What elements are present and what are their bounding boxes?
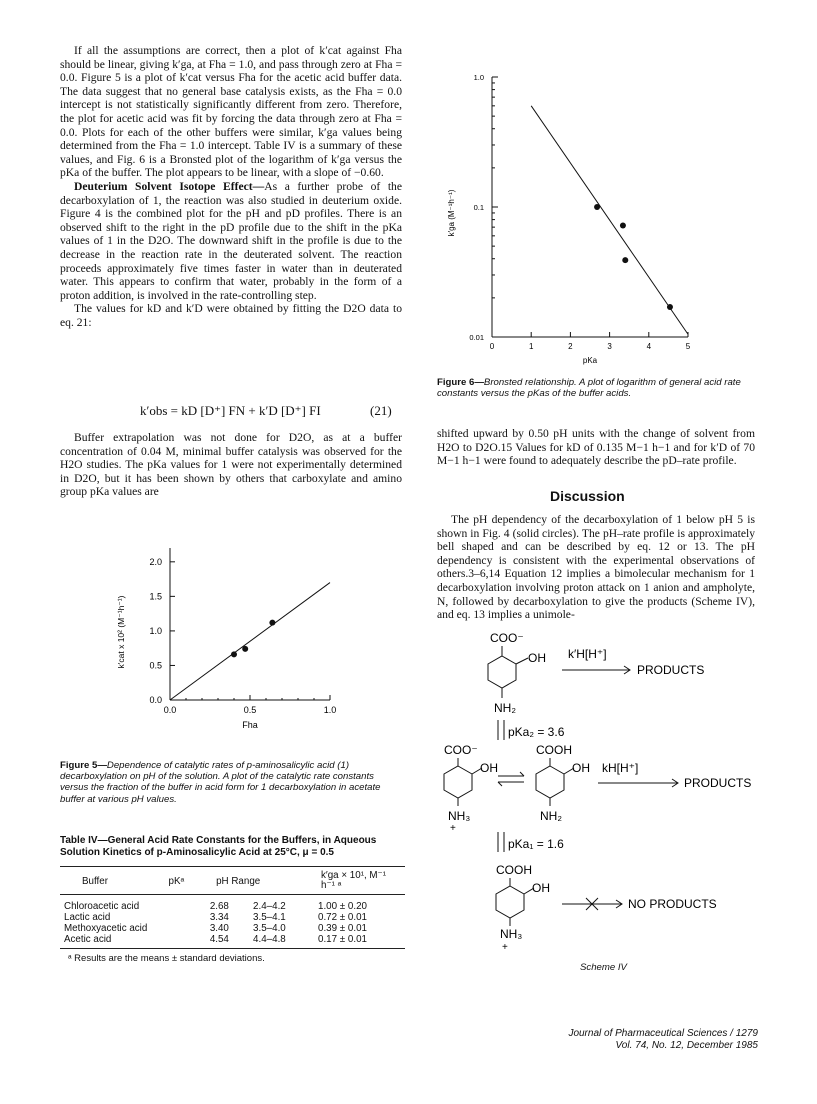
data-point — [622, 257, 628, 263]
pka2-label: pKa₂ = 3.6 — [508, 725, 565, 739]
y-tick-label: 0.1 — [473, 203, 484, 212]
volume-line: Vol. 74, No. 12, December 1985 — [615, 1040, 758, 1051]
nh3-label: NH₃ — [448, 809, 471, 823]
equilibrium-pka1 — [498, 832, 564, 852]
scheme-caption: Scheme IV — [580, 962, 627, 973]
page-footer — [480, 1028, 758, 1052]
table-row — [60, 923, 405, 934]
cooh-label: COOH — [496, 863, 532, 877]
equilibrium-pka2 — [498, 720, 565, 740]
left-column-text — [60, 44, 402, 329]
table-cell: 3.5–4.1 — [253, 912, 286, 923]
data-point — [231, 651, 237, 657]
table-cell: 3.34 — [209, 912, 229, 923]
y-axis-label: k′cat x 10² (M⁻¹h⁻¹) — [116, 595, 126, 669]
y-tick-label: 1.5 — [149, 591, 162, 602]
y-tick-label: 0.0 — [149, 695, 162, 705]
coo-minus-label: COO⁻ — [444, 743, 478, 757]
table-cell: 4.4–4.8 — [253, 934, 286, 945]
right-column-text-2 — [437, 513, 755, 622]
x-tick-label: 1.0 — [323, 705, 337, 715]
table4-footnote: ᵃ Results are the means ± standard deviations. — [68, 953, 265, 964]
nh2-label: NH₂ — [494, 701, 516, 715]
table4-header: pKᵃ — [168, 875, 185, 887]
rate-label-khprime: k′H[H⁺] — [568, 647, 607, 661]
x-tick-label: 1 — [528, 342, 534, 351]
table-cell: 0.72 ± 0.01 — [318, 912, 367, 923]
nh3-label: NH₃ — [500, 927, 523, 941]
table-cell: 0.39 ± 0.01 — [318, 923, 367, 934]
table-row — [60, 901, 405, 912]
x-axis-label: pKa — [582, 356, 598, 365]
table-cell: Lactic acid — [64, 912, 111, 923]
table4-header-row — [60, 871, 405, 891]
no-products-label: NO PRODUCTS — [628, 897, 717, 911]
paragraph: Buffer extrapolation was not done for D2O, as at a buffer concentration of 0.04 M, minimal buffer catalysis was observed for the H2O studies. The pKa values for 1 were not experimentally determined in D2O, but it has been shown by others that carboxylate and amino group pKa values are — [60, 431, 402, 499]
coo-minus-label: COO⁻ — [490, 631, 524, 645]
table4-title: Table IV—General Acid Rate Constants for the Buffers, in Aqueous Solution Kinetics of p-Aminosalicylic Acid at 25°C, μ = 0.5 — [60, 835, 377, 858]
paragraph: The values for kD and k′D were obtained by fitting the D2O data to eq. 21: — [60, 302, 402, 329]
table-cell: 4.54 — [209, 934, 229, 945]
table-cell: 2.4–4.2 — [253, 901, 286, 912]
right-column-text — [437, 427, 755, 468]
cation-structure — [496, 863, 717, 953]
products-label: PRODUCTS — [637, 663, 705, 677]
cooh-label: COOH — [536, 743, 572, 757]
scheme-iv — [440, 628, 760, 958]
rate-label-kh: kH[H⁺] — [602, 761, 639, 775]
oh-label: OH — [528, 651, 546, 665]
y-axis-label: k′ga (M⁻¹h⁻¹) — [447, 189, 456, 237]
y-tick-label: 2.0 — [149, 556, 162, 567]
left-column-text-2 — [60, 431, 402, 499]
table-cell: 3.40 — [209, 923, 229, 934]
fit-line — [170, 583, 330, 700]
ampholyte-structures — [444, 743, 751, 834]
data-point — [620, 223, 626, 229]
table-row — [60, 912, 405, 923]
figure6-caption-text: Bronsted relationship. A plot of logarithm of general acid rate constants versus the pKas of the buffer acids. — [437, 377, 741, 400]
figure5-caption — [60, 760, 400, 805]
data-point — [594, 204, 600, 210]
plus-label: + — [502, 942, 508, 953]
x-tick-label: 4 — [646, 342, 652, 351]
table-row — [60, 934, 405, 945]
table4-body — [60, 901, 405, 945]
x-tick-label: 0 — [489, 342, 495, 351]
products-label: PRODUCTS — [684, 776, 752, 790]
table-cell: 1.00 ± 0.20 — [318, 901, 367, 912]
anion-structure — [488, 631, 704, 715]
data-point — [269, 620, 275, 626]
discussion-heading: Discussion — [550, 488, 625, 504]
y-tick-label: 0.01 — [469, 333, 484, 342]
table-cell: Acetic acid — [64, 934, 112, 945]
table4-header: pH Range — [216, 875, 261, 887]
y-tick-label: 0.5 — [149, 660, 162, 671]
table4 — [60, 835, 405, 964]
section-heading: Deuterium Solvent Isotope Effect— — [74, 179, 265, 193]
x-axis-label: Fha — [242, 720, 258, 730]
equation-number: (21) — [370, 403, 392, 418]
x-tick-label: 0.5 — [243, 705, 257, 715]
nh2-label: NH₂ — [540, 809, 562, 823]
x-tick-label: 0.0 — [163, 705, 177, 715]
paragraph: shifted upward by 0.50 pH units with the change of solvent from H2O to D2O.15 Values for kD of 0.135 M−1 h−1 and for k′D of 70 M−1 h−1 were found to adequately describe the pD–rate profile. — [437, 427, 755, 468]
plus-label: + — [450, 823, 456, 834]
pka1-label: pKa₁ = 1.6 — [508, 837, 564, 851]
table-cell: 0.17 ± 0.01 — [318, 934, 367, 945]
data-point — [242, 646, 248, 652]
figure6-label: Figure 6— — [437, 377, 484, 388]
y-tick-label: 1.0 — [149, 625, 162, 636]
equation-21: k′obs = kD [D⁺] FN + k′D [D⁺] FI — [140, 403, 321, 418]
figure5-caption-text: Dependence of catalytic rates of p-aminosalicylic acid (1) decarboxylation on pH of the solution. A plot of the catalytic rate constants versus the fraction of the buffer in acid form for 1 decarboxylation in acetate buffer at various pH values. — [60, 760, 381, 805]
table4-header: Buffer — [82, 875, 108, 887]
table-cell: 3.5–4.0 — [253, 923, 286, 934]
paragraph: The pH dependency of the decarboxylation of 1 below pH 5 is shown in Fig. 4 (solid circles). The pH–rate profile is approximately bell shaped and can be described by eq. 12 or 13. The pH dependency is consistent with the experimental observations of others.3–6,14 Equation 12 implies a bimolecular mechanism for 1 decarboxylation involving proton attack on 1 anion and ampholyte, N, followed by decarboxylation to give the products (Scheme IV), and eq. 13 implies a unimole- — [437, 513, 755, 622]
figure5-chart — [110, 530, 390, 730]
table-cell: Chloroacetic acid — [64, 901, 140, 912]
oh-label: OH — [532, 881, 550, 895]
x-tick-label: 5 — [685, 342, 691, 351]
oh-label: OH — [480, 761, 498, 775]
y-tick-label: 1.0 — [473, 73, 484, 82]
fit-line — [531, 106, 688, 334]
table4-header: k′ga × 10¹, M⁻¹ h⁻¹ ᵃ — [321, 870, 386, 891]
paragraph: If all the assumptions are correct, then a plot of k′cat against Fha should be linear, giving k′ga, at Fha = 1.0, and pass through zero at Fha = 0.0. Figure 5 is a plot of k′cat versus Fha for the acetic acid buffer data. The data suggest that no general base catalysis exists, as the Fha = 0.0 intercept is not statistically significantly different from zero. Therefore, the plot for acetic acid was fit by forcing the data through zero at Fha = 0.0. Plots for each of the other buffers were similar, k′ga values being determined from the Fha = 1.0 intercept. Table IV is a summary of these values, and Fig. 6 is a Bronsted plot of the logarithm of k′ga versus the pKa of the buffer. The plot appears to be linear, with a slope of −0.60. — [60, 44, 402, 180]
table4-grid — [60, 871, 405, 891]
paragraph: As a further probe of the decarboxylation of 1, the reaction was also studied in deuterium oxide. Figure 4 is the combined plot for the pH and pD profiles. There is an observed shift to the right in the pD profile due to the shift in the pKa values of 1 in the D2O. The downward shift in the profile is due to the decrease in the reaction rate in the deuterated solvent. The reaction proceeds approximately five times faster in water than in deuterated water. This appears to confirm that water, probably in the form of a proton addition, is involved in the rate-controlling step. — [60, 179, 402, 302]
journal-line: Journal of Pharmaceutical Sciences / 1279 — [568, 1028, 758, 1039]
figure6-caption — [437, 377, 757, 399]
figure5-label: Figure 5— — [60, 760, 107, 771]
x-tick-label: 3 — [607, 342, 612, 351]
figure6-chart — [440, 55, 720, 365]
table-cell: Methoxyacetic acid — [64, 923, 148, 934]
x-tick-label: 2 — [568, 342, 573, 351]
table-cell: 2.68 — [209, 901, 229, 912]
data-point — [667, 304, 673, 310]
oh-label: OH — [572, 761, 590, 775]
